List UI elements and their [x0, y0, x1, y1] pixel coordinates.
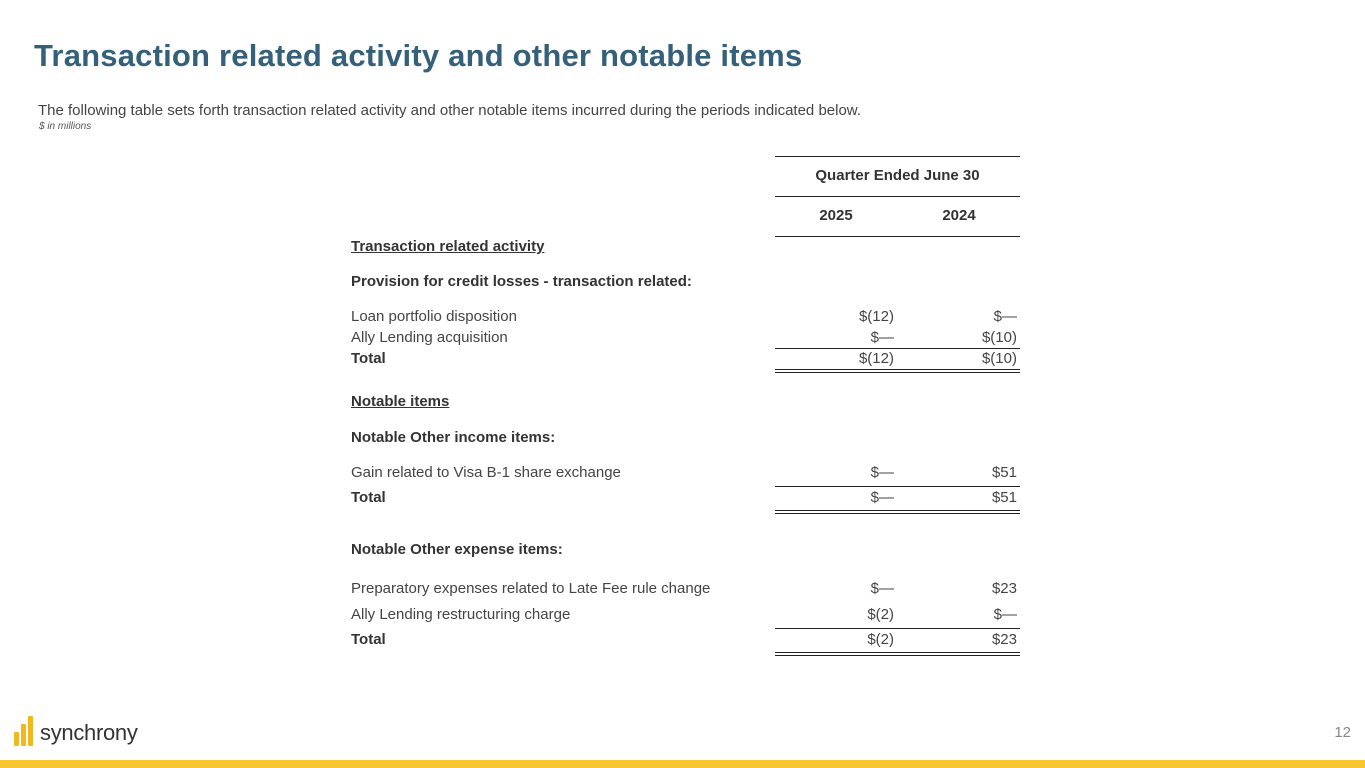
- row-value-2024: $23: [991, 580, 1017, 597]
- subtotal-rule: [775, 628, 1020, 629]
- footer-accent-bar: [0, 760, 1365, 768]
- header-top-rule: [775, 156, 1020, 157]
- total-label: Total: [351, 489, 386, 506]
- period-header: Quarter Ended June 30: [815, 167, 980, 184]
- row-value-2025: $—: [870, 329, 894, 346]
- row-value-2024: $(10): [981, 329, 1017, 346]
- synchrony-bars-logo-icon: [14, 716, 36, 746]
- total-label: Total: [351, 350, 386, 367]
- column-header-2025: 2025: [819, 207, 853, 224]
- row-value-2025: $—: [870, 464, 894, 481]
- row-value-2025: $—: [870, 580, 894, 597]
- units-note: $ in millions: [39, 121, 92, 132]
- row-value-2025: $(12): [858, 308, 894, 325]
- row-value-2025: $(2): [867, 606, 894, 623]
- header-mid-rule: [775, 196, 1020, 197]
- subheading-other-expense: Notable Other expense items:: [351, 541, 563, 558]
- brand-name: synchrony: [40, 720, 138, 745]
- total-value-2024: $51: [991, 489, 1017, 506]
- section-heading-transaction: Transaction related activity: [351, 238, 545, 255]
- row-label: Ally Lending acquisition: [351, 329, 508, 346]
- subheading-other-income: Notable Other income items:: [351, 429, 556, 446]
- total-double-rule: [775, 369, 1020, 373]
- total-value-2025: $—: [870, 489, 894, 506]
- row-value-2024: $51: [991, 464, 1017, 481]
- page-title: Transaction related activity and other notable items: [34, 38, 803, 73]
- subtotal-rule: [775, 486, 1020, 487]
- row-label: Loan portfolio disposition: [351, 308, 517, 325]
- row-value-2024: $—: [993, 308, 1017, 325]
- total-value-2024: $(10): [981, 350, 1017, 367]
- row-value-2024: $—: [993, 606, 1017, 623]
- header-bottom-rule: [775, 236, 1020, 237]
- total-label: Total: [351, 631, 386, 648]
- total-value-2025: $(12): [858, 350, 894, 367]
- synchrony-logo: [14, 716, 138, 746]
- row-label: Ally Lending restructuring charge: [351, 606, 571, 623]
- subheading-provision: Provision for credit losses - transaction related:: [351, 273, 692, 290]
- row-label: Preparatory expenses related to Late Fee rule change: [351, 580, 711, 597]
- section-heading-notable: Notable items: [351, 393, 450, 410]
- row-label: Gain related to Visa B-1 share exchange: [351, 464, 621, 481]
- column-header-2024: 2024: [942, 207, 976, 224]
- total-value-2024: $23: [991, 631, 1017, 648]
- page-subtitle: The following table sets forth transaction related activity and other notable items incurred during the periods indicated below.: [38, 102, 861, 119]
- total-double-rule: [775, 510, 1020, 514]
- page-number: 12: [1334, 724, 1351, 741]
- total-value-2025: $(2): [867, 631, 894, 648]
- total-double-rule: [775, 652, 1020, 656]
- subtotal-rule: [775, 348, 1020, 349]
